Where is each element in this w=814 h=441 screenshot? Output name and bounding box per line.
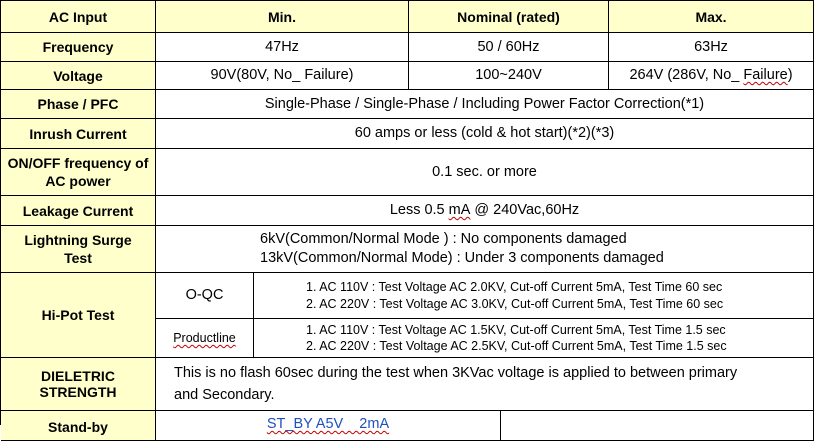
hipot-oqc-line1: 1. AC 110V : Test Voltage AC 2.0KV, Cut-off Current 5mA, Test Time 60 sec (306, 280, 723, 294)
standby-empty-cell (501, 411, 814, 441)
voltage-max (609, 62, 814, 90)
hipot-label: Hi-Pot Test (1, 273, 156, 358)
lightning-label (1, 226, 156, 273)
inrush-value: 60 amps or less (cold & hot start)(*2)(*3) (156, 119, 814, 149)
phase-label: Phase / PFC (1, 90, 156, 119)
standby-value (156, 411, 501, 441)
inrush-label: Inrush Current (1, 119, 156, 149)
hipot-productline-text: Productline (173, 330, 236, 345)
dielectric-value (156, 358, 814, 411)
header-max: Max. (609, 1, 814, 33)
voltage-nominal: 100~240V (409, 62, 609, 90)
lightning-value (156, 226, 814, 273)
frequency-min: 47Hz (156, 33, 409, 62)
header-nominal: Nominal (rated) (409, 1, 609, 33)
frequency-nominal: 50 / 60Hz (409, 33, 609, 62)
phase-value: Single-Phase / Single-Phase / Including Power Factor Correction(*1) (156, 90, 814, 119)
frequency-max: 63Hz (609, 33, 814, 62)
frequency-label: Frequency (1, 33, 156, 62)
onoff-value: 0.1 sec. or more (156, 149, 814, 196)
leakage-value (156, 196, 814, 226)
voltage-max-failure: Failure (743, 67, 788, 83)
onoff-label-line1: ON/OFF frequency of (7, 155, 149, 171)
leakage-value-post: @ 240Vac,60Hz (470, 202, 580, 218)
voltage-min: 90V(80V, No_ Failure) (156, 62, 409, 90)
voltage-max-close: ) (787, 67, 793, 83)
lightning-label-line1: Lightning Surge (24, 232, 132, 248)
hipot-oqc-line2: 2. AC 220V : Test Voltage AC 3.0KV, Cut-off Current 5mA, Test Time 60 sec (306, 296, 724, 311)
leakage-label: Leakage Current (1, 196, 156, 226)
dielectric-line1: This is no flash 60sec during the test when 3KVac voltage is applied to between primary (174, 365, 738, 381)
dielectric-label: DIELETRIC STRENGTH (1, 358, 156, 411)
header-min: Min. (156, 1, 409, 33)
hipot-productline-line1: 1. AC 110V : Test Voltage AC 1.5KV, Cut-off Current 5mA, Test Time 1.5 sec (306, 322, 726, 337)
standby-value-text: ST_BY A5V 2mA (266, 416, 390, 432)
standby-label: Stand-by (1, 411, 156, 441)
lightning-label-line2: Test (64, 250, 92, 266)
onoff-label (1, 149, 156, 196)
leakage-value-ma: mA (448, 202, 471, 218)
hipot-productline-value (254, 319, 814, 358)
voltage-label: Voltage (1, 62, 156, 90)
hipot-oqc-value (254, 273, 814, 319)
header-ac-input: AC Input (1, 1, 156, 33)
onoff-label-line2: AC power (45, 173, 111, 189)
hipot-oqc-label: O-QC (156, 273, 254, 319)
hipot-productline-line2: 2. AC 220V : Test Voltage AC 2.5KV, Cut-off Current 5mA, Test Time 1.5 sec (306, 339, 727, 353)
leakage-value-pre: Less 0.5 (389, 202, 449, 218)
lightning-value-line1: 6kV(Common/Normal Mode ) : No components damaged (260, 231, 627, 247)
dielectric-line2: and Secondary. (174, 387, 275, 403)
lightning-value-line2: 13kV(Common/Normal Mode) : Under 3 components damaged (260, 250, 664, 266)
hipot-productline-label (156, 319, 254, 358)
voltage-max-text: 264V (286V, No_ (629, 67, 744, 83)
